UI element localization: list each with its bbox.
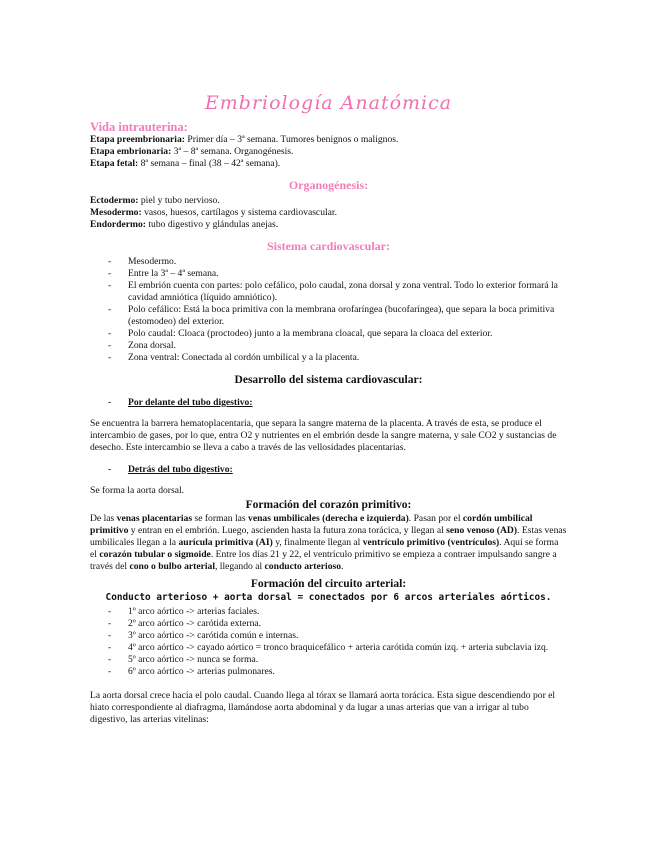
paragraph-corazon — [90, 513, 567, 573]
text-run: . Aquí se forma el — [90, 537, 559, 561]
document-title: Embriología Anatómica — [204, 92, 453, 114]
line-endordermo — [90, 219, 567, 231]
text-run: . Entre los días 21 y 22, el ventrículo primitivo se empieza a contraer impulsando sangre a través del — [90, 549, 557, 573]
cardio-list — [90, 256, 567, 364]
list-item: - 6º arco aórtico -> arterias pulmonares. — [90, 666, 567, 678]
label: Etapa preembrionaria: — [90, 134, 185, 145]
text-run: ventrículo primitivo (ventrículos) — [362, 537, 500, 549]
list-item: - Mesodermo. — [90, 256, 567, 268]
heading-desarrollo: Desarrollo del sistema cardiovascular: — [234, 374, 423, 386]
arcos-list — [90, 606, 567, 678]
list-item: - Polo cefálico: Está la boca primitiva con la membrana orofaríngea (bucofaríngea), que separa la boca primitiva (estomodeo) del exterior. — [90, 304, 567, 328]
text-run: cono o bulbo arterial — [129, 561, 215, 573]
text-run: se forman las — [192, 513, 249, 525]
label: Endordermo: — [90, 219, 146, 230]
list-item: - Polo caudal: Cloaca (proctodeo) junto a la membrana cloacal, que separa la cloaca del exterior. — [90, 328, 567, 340]
subheading-detras: - Detrás del tubo digestivo: — [90, 464, 567, 476]
list-item: - Zona dorsal. — [90, 340, 567, 352]
paragraph-aorta-dorsal: Se forma la aorta dorsal. — [90, 485, 185, 497]
text-run: y entran en el embrión. Luego, ascienden hasta la futura zona torácica, y llegan al — [128, 525, 447, 537]
heading-sistema-cardiovascular: Sistema cardiovascular: — [267, 239, 390, 253]
label: Etapa embrionaria: — [90, 146, 172, 157]
text-run: . Pasan por el — [408, 513, 463, 525]
mono-summary: Conducto arterioso + aorta dorsal = conectados por 6 arcos arteriales aórticos. — [105, 592, 552, 604]
list-item: - 3º arco aórtico -> carótida común e internas. — [90, 630, 567, 642]
paragraph-barrera: Se encuentra la barrera hematoplacentaria, que separa la sangre materna de la placenta. A través de esta, se produce el intercambio de gases, por lo que, entra O2 y nutrientes en el embrión desde la sangre materna, y sale CO2 y sustancias de desecho. Este intercambio se lleva a cabo a través de las vellosidades placentarias. — [90, 418, 557, 454]
text-run: . — [341, 561, 344, 573]
line-etapa-preembrionaria — [90, 134, 567, 146]
line-etapa-fetal — [90, 158, 567, 170]
heading-corazon-primitivo: Formación del corazón primitivo: — [245, 499, 412, 512]
text-run: De las — [90, 513, 117, 525]
text-run: , llegando al — [214, 561, 265, 573]
list-item: - 2º arco aórtico -> carótida externa. — [90, 618, 567, 630]
text-run: . Estas venas umbilicales llegan a la — [90, 525, 567, 549]
label: Ectodermo: — [90, 195, 139, 206]
label: Mesodermo: — [90, 207, 142, 218]
text-run: seno venoso (AD) — [446, 525, 518, 537]
line-etapa-embrionaria — [90, 146, 567, 158]
text-run: cordón umbilical primitivo — [90, 513, 533, 537]
text-run: venas umbilicales (derecha e izquierda) — [248, 513, 409, 525]
text-run: y, finalmente llegan al — [272, 537, 363, 549]
text: tubo digestivo y glándulas anejas. — [145, 219, 279, 230]
line-mesodermo — [90, 207, 567, 219]
text: 3ª – 8ª semana. Organogénesis. — [171, 146, 294, 157]
list-item: - Entre la 3ª – 4ª semana. — [90, 268, 567, 280]
text: piel y tubo nervioso. — [138, 195, 220, 206]
text: Primer día – 3ª semana. Tumores benignos o malignos. — [184, 134, 399, 145]
list-item: - 1º arco aórtico -> arterias faciales. — [90, 606, 567, 618]
subheading-delante: - Por delante del tubo digestivo: — [90, 397, 567, 409]
list-item: - 5º arco aórtico -> nunca se forma. — [90, 654, 567, 666]
text-run: corazón tubular o sigmoide — [99, 549, 211, 561]
list-item: - 4º arco aórtico -> cayado aórtico = tronco braquicefálico + arteria carótida común izq. + arteria subclavia izq. — [90, 642, 567, 654]
list-item: - El embrión cuenta con partes: polo cefálico, polo caudal, zona dorsal y zona ventral. Todo lo exterior formará la cavidad amniótica (líquido amniótico). — [90, 280, 567, 304]
list-item: - Zona ventral: Conectada al cordón umbilical y a la placenta. — [90, 352, 567, 364]
text: 8ª semana – final (38 – 42ª semana). — [138, 158, 281, 169]
text: vasos, huesos, cartílagos y sistema cardiovascular. — [141, 207, 337, 218]
text-run: conducto arterioso — [264, 561, 342, 573]
heading-organogenesis: Organogénesis: — [288, 178, 369, 192]
heading-vida-intrauterina: Vida intrauterina: — [90, 120, 188, 134]
line-ectodermo — [90, 195, 567, 207]
heading-circuito-arterial: Formación del circuito arterial: — [250, 578, 407, 591]
text-run: venas placentarias — [116, 513, 193, 525]
paragraph-aorta-dorsal-crece: La aorta dorsal crece hacia el polo caudal. Cuando llega al tórax se llamará aorta torácica. Esta sigue descendiendo por el hiato correspondiente al diafragma, llamándose aorta abdominal y da lugar a unas arterias que van a irrigar al tubo digestivo, las arterias vitelinas: — [90, 690, 556, 726]
text-run: aurícula primitiva (AI) — [178, 537, 273, 549]
label: Etapa fetal: — [90, 158, 139, 169]
